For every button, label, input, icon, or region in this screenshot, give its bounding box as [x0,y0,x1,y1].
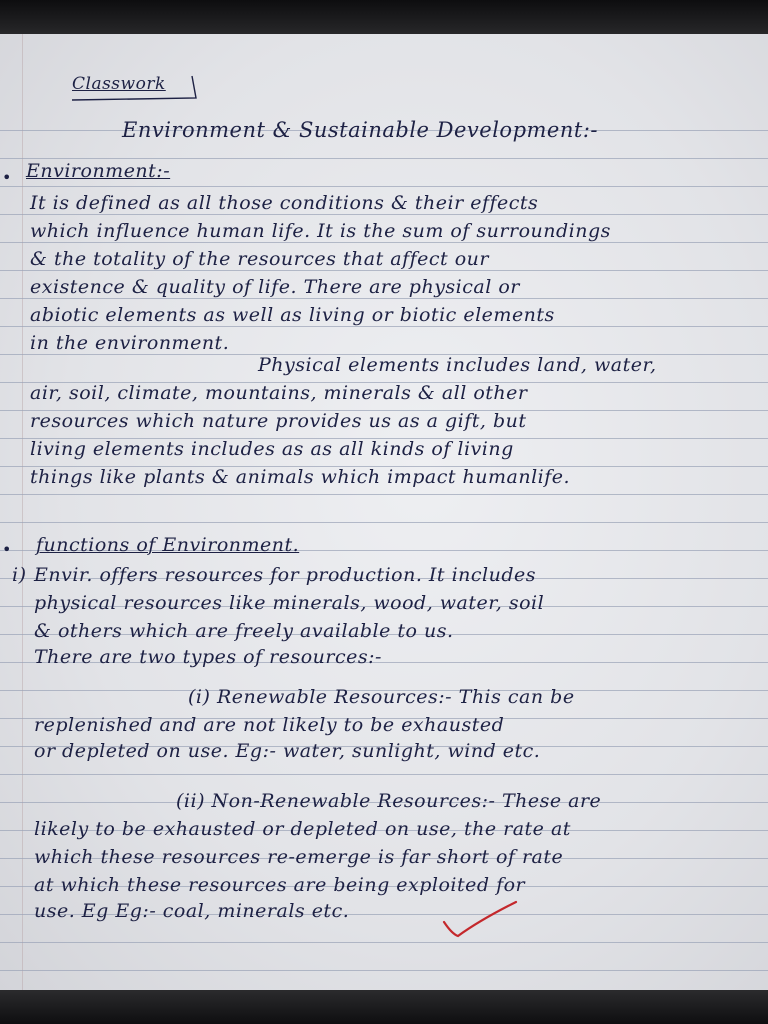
classwork-label: Classwork [72,74,166,94]
text-line: existence & quality of life. There are physical or [30,276,520,298]
ruled-line [0,242,768,243]
ruled-line [0,186,768,187]
ruled-line [0,298,768,299]
text-line: resources which nature provides us as a gift, but [30,410,527,432]
ruled-line [0,326,768,327]
bullet-icon: • [2,168,12,187]
section-heading-environment: Environment:- [26,160,171,182]
ruled-line [0,494,768,495]
top-background [0,0,768,38]
text-line: replenished and are not likely to be exhausted [34,714,505,736]
text-line: which influence human life. It is the sum of surroundings [30,220,611,242]
text-line: abiotic elements as well as living or biotic elements [30,304,555,326]
text-line: It is defined as all those conditions & their effects [30,192,539,214]
ruled-line [0,270,768,271]
text-line: physical resources like minerals, wood, water, soil [34,592,545,614]
page-title: Environment & Sustainable Development:- [122,118,598,142]
text-line: which these resources re-emerge is far short of rate [34,846,564,868]
text-line: Physical elements includes land, water, [258,354,657,376]
notebook-page [0,34,768,992]
point-marker: i) [12,564,27,586]
bullet-icon: • [2,540,12,559]
non-renewable-heading: (ii) Non-Renewable Resources:- These are [176,790,602,812]
text-line: or depleted on use. Eg:- water, sunlight, wind etc. [34,740,541,762]
section-heading-functions: functions of Environment. [36,534,300,556]
renewable-heading: (i) Renewable Resources:- This can be [188,686,575,708]
text-line: living elements includes as as all kinds of living [30,438,514,460]
ruled-line [0,774,768,775]
text-line: in the environment. [30,332,230,354]
text-line: & others which are freely available to us. [34,620,454,642]
ruled-line [0,158,768,159]
bottom-background [0,990,768,1024]
text-line: Envir. offers resources for production. It includes [34,564,537,586]
text-line: & the totality of the resources that affect our [30,248,489,270]
text-line: things like plants & animals which impact humanlife. [30,466,571,488]
ruled-line [0,942,768,943]
text-line: at which these resources are being exploited for [34,874,526,896]
ruled-line [0,970,768,971]
teacher-check-icon [440,900,520,940]
text-line: There are two types of resources:- [34,646,382,668]
ruled-line [0,214,768,215]
ruled-line [0,522,768,523]
margin-line [22,34,23,992]
text-line: use. Eg Eg:- coal, minerals etc. [34,900,350,922]
text-line: likely to be exhausted or depleted on use, the rate at [34,818,571,840]
text-line: air, soil, climate, mountains, minerals & all other [30,382,528,404]
